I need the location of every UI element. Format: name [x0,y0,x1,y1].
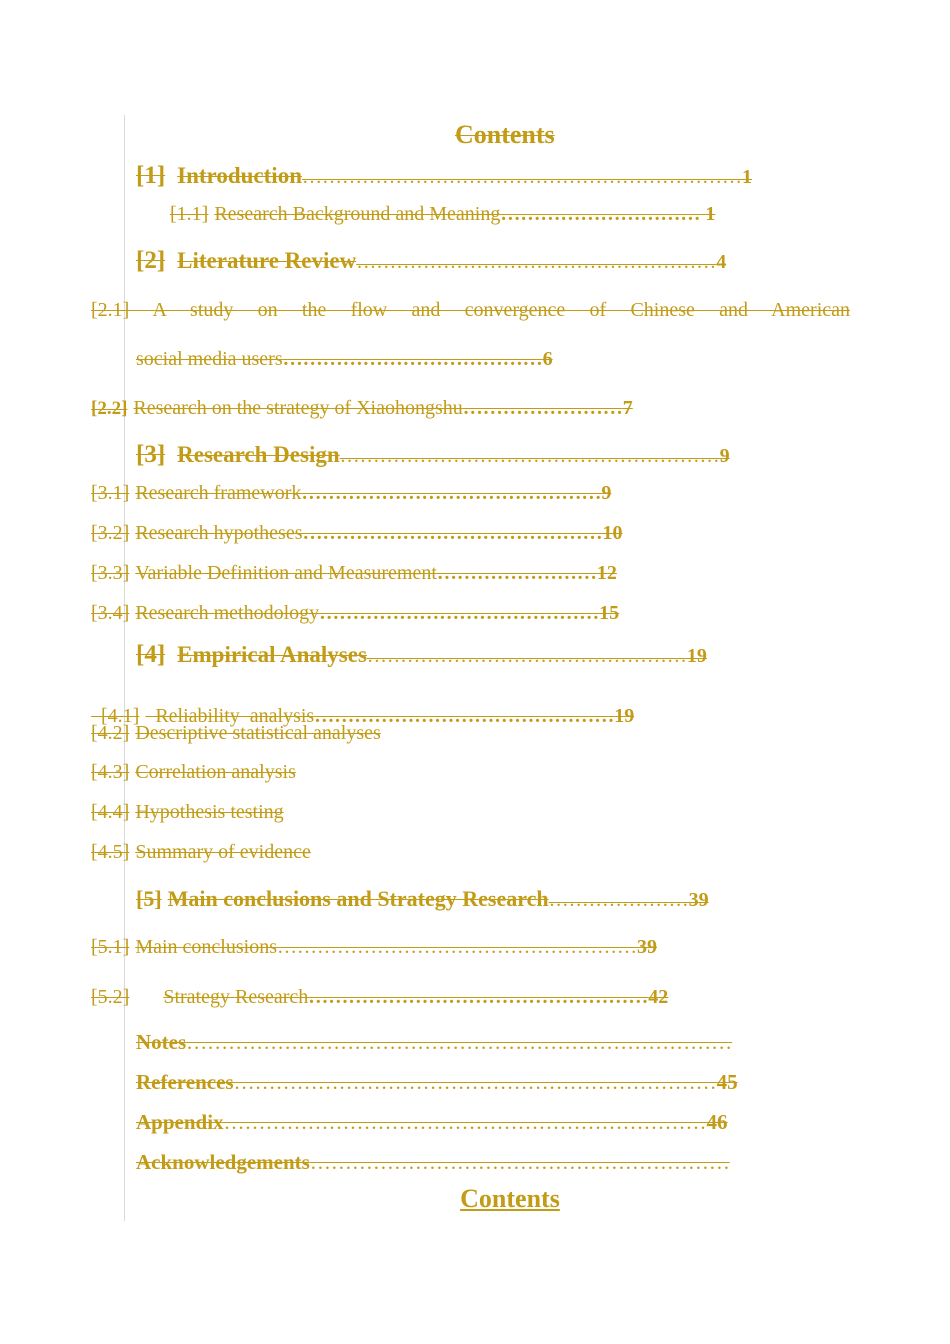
toc-text: Reliability analysis [145,705,315,727]
toc-entry-literature-review[interactable] [136,247,726,275]
toc-number: [4.5] [91,841,130,863]
toc-page-number: 10 [602,522,623,544]
toc-text: Strategy Research [163,986,309,1008]
toc-leader-dots: ……………………………………………… [356,251,717,273]
toc-number: [3.3] [91,562,130,584]
toc-text: Research Background and Meaning [214,203,501,225]
toc-page-number: 46 [706,1110,728,1134]
toc-text: social media users [136,348,283,370]
toc-number: [2] [136,247,166,274]
toc-leader-dots: …………………………………………………………………… [186,1030,733,1054]
toc-number: [5] [136,886,162,911]
toc-leader-dots: …………………………………………………………… [233,1070,717,1094]
toc-leader-dots: ……………………………………… [314,705,615,727]
toc-entry-research-hypotheses[interactable] [91,522,623,545]
toc-number: [4] [136,641,166,668]
toc-leader-dots: ………………………… [500,203,706,225]
toc-page-number: 42 [648,986,669,1008]
toc-entry-acknowledgements[interactable] [136,1150,730,1175]
toc-text: Empirical Analyses [177,642,367,667]
toc-number: [4.3] [91,761,130,783]
toc-page-number: 19 [686,645,707,667]
toc-entry-flow-convergence-line2[interactable] [136,348,553,371]
toc-entry-flow-convergence-line1[interactable]: [2.1] A study on the flow and convergence of Chinese and American [91,299,850,321]
toc-text: Research hypotheses [135,522,303,544]
toc-page-number: 19 [614,705,635,727]
toc-entry-appendix[interactable] [136,1110,728,1135]
toc-page-number: 12 [596,562,617,584]
toc-entry-summary-of-evidence[interactable] [91,841,311,864]
page-margin-guide [124,115,125,1221]
toc-text: Introduction [177,163,302,188]
toc-leader-dots: ………………………………… [282,348,543,370]
toc-number: [3.2] [91,522,130,544]
toc-text: Literature Review [177,248,357,273]
toc-entry-xiaohongshu-strategy[interactable] [91,397,633,420]
toc-leader-dots: ………………… [548,889,689,911]
toc-entry-research-methodology[interactable] [91,602,619,625]
toc-text: Variable Definition and Measurement [135,562,437,584]
toc-leader-dots: …………………… [436,562,597,584]
toc-text: References [136,1070,234,1094]
toc-entry-research-background[interactable] [170,203,715,226]
toc-page-number: 39 [688,889,709,911]
toc-text: Research framework [135,482,302,504]
contents-title: Contents [455,120,555,149]
toc-entry-descriptive-statistics[interactable] [91,722,381,745]
toc-text: Research on the strategy of Xiaohongshu [133,397,463,419]
toc-leader-dots: …………………………………………………… [309,1150,730,1174]
toc-entry-hypothesis-testing[interactable] [91,801,284,824]
toc-text: Correlation analysis [135,761,296,783]
toc-leader-dots: …………………… [462,397,623,419]
toc-number: [5.2] [91,986,130,1008]
toc-number: [1.1] [170,203,209,225]
toc-text: Descriptive statistical analyses [135,722,381,744]
toc-entry-research-design[interactable] [136,441,730,469]
toc-entry-correlation-analysis[interactable] [91,761,296,784]
toc-leader-dots: ……………………………………… [302,522,603,544]
toc-number: [5.1] [91,936,130,958]
toc-number: [1] [136,162,166,189]
toc-page-number: 6 [542,348,553,370]
toc-number: [4.2] [91,722,130,744]
toc-entry-main-conclusions-strategy[interactable] [136,886,709,912]
toc-text: Research methodology [135,602,320,624]
toc-entry-notes[interactable] [136,1030,732,1055]
toc-leader-dots: …………………………………………………………… [223,1110,707,1134]
toc-page-number: 1 [741,166,752,188]
toc-text: Research Design [177,442,340,467]
toc-page-number: 9 [719,445,730,467]
toc-number: [3.4] [91,602,130,624]
toc-page-number: 39 [636,936,657,958]
toc-entry-main-conclusions[interactable] [91,936,657,959]
toc-text: Notes [136,1030,187,1054]
toc-page-number: 7 [622,397,633,419]
toc-page-number: 9 [601,482,612,504]
toc-text: Acknowledgements [136,1150,310,1174]
toc-leader-dots: ………………………………………………………… [301,166,742,188]
toc-page-number: 1 [705,203,716,225]
toc-leader-dots: ……………………………………… [301,482,602,504]
toc-page-number: 45 [716,1070,738,1094]
toc-leader-dots: ………………………………………………… [339,445,720,467]
toc-entry-references[interactable] [136,1070,738,1095]
toc-number: [4.1] [101,705,140,727]
toc-leader-dots: ……………………………………………… [276,936,637,958]
contents-heading-inserted: Contents [460,1184,560,1213]
toc-text: Main conclusions and Strategy Research [167,886,549,911]
toc-text: Summary of evidence [135,841,311,863]
toc-number: [4.4] [91,801,130,823]
toc-page-number: 15 [599,602,620,624]
toc-page-number: 4 [716,251,727,273]
toc-leader-dots: ………………………………………… [366,645,687,667]
toc-leader-dots: …………………………………… [319,602,600,624]
toc-leader-dots: …………………………………………… [308,986,649,1008]
toc-entry-empirical-analyses[interactable] [136,641,707,669]
toc-entry-research-framework[interactable] [91,482,611,505]
toc-text: Main conclusions [135,936,277,958]
toc-number: [3] [136,441,166,468]
toc-entry-variable-definition[interactable] [91,562,617,585]
toc-number: [2.2] [91,398,128,419]
toc-text: Appendix [136,1110,224,1134]
toc-text: Hypothesis testing [135,801,284,823]
toc-entry-strategy-research[interactable] [91,986,668,1009]
toc-entry-introduction[interactable] [136,162,752,190]
toc-number: [3.1] [91,482,130,504]
